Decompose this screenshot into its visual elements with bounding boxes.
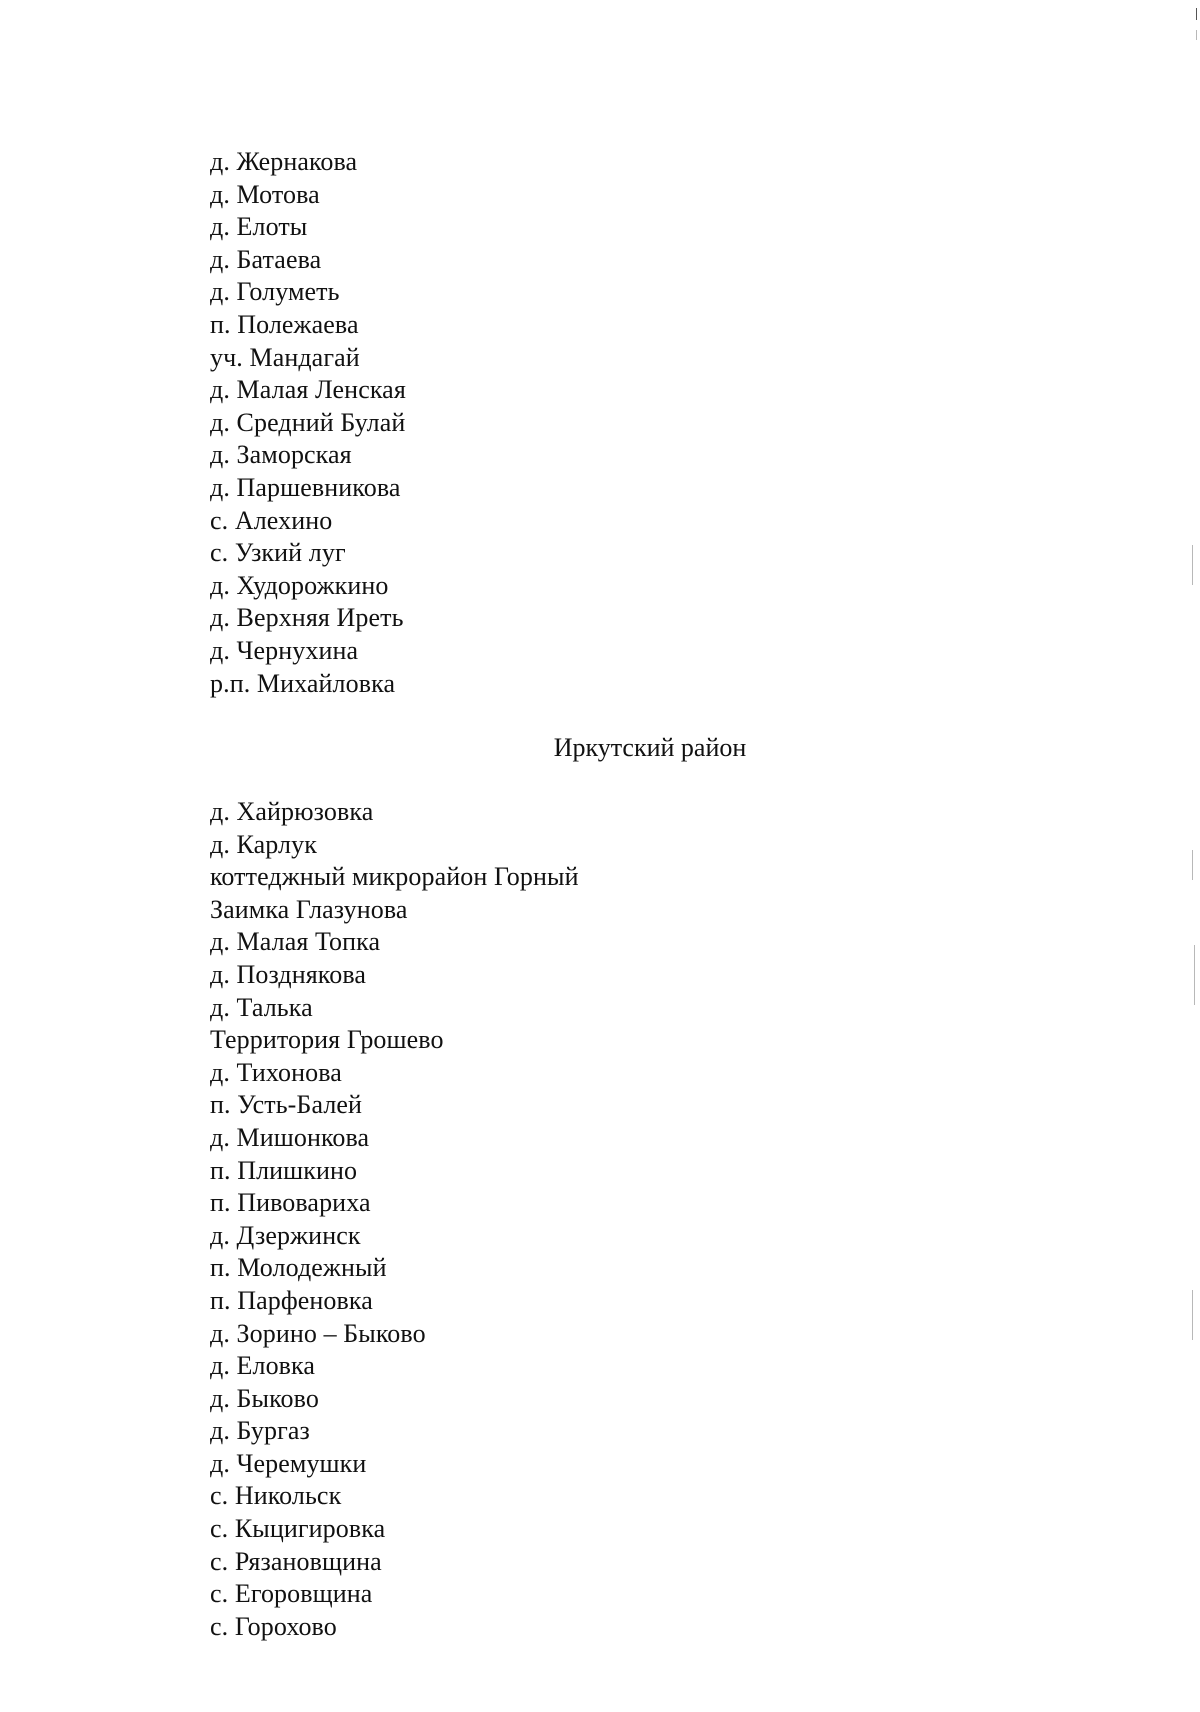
settlement-list-irkutsk [210,796,579,1643]
list-item: Заимка Глазунова [210,894,408,924]
list-item: д. Чернухина [210,635,359,665]
list-item: д. Позднякова [210,959,366,989]
list-item: д. Малая Топка [210,927,381,957]
list-item: д. Дзержинск [210,1220,361,1250]
scan-artifact [1194,945,1195,1005]
list-item: д. Зорино – Быково [210,1318,426,1348]
list-item: д. Заморская [210,440,352,470]
list-item: д. Жернакова [210,147,358,176]
settlement-list-top [210,146,406,700]
list-item: д. Талька [210,992,313,1022]
list-item: коттеджный микрорайон Горный [210,862,579,892]
list-item: Территория Грошево [210,1025,444,1055]
list-item: д. Верхняя Иреть [210,603,404,633]
list-item: с. Никольск [210,1481,342,1511]
list-item: д. Батаева [210,244,322,274]
list-item: п. Полежаева [210,309,359,339]
list-item: п. Плишкино [210,1155,358,1185]
scan-artifact [1196,8,1197,20]
list-item: с. Егоровщина [210,1579,373,1609]
list-item: д. Малая Ленская [210,375,406,405]
scan-artifact [1192,545,1193,585]
scan-artifact [1192,1290,1193,1340]
list-item: д. Тихонова [210,1057,342,1087]
list-item: д. Еловка [210,1351,316,1381]
list-item: с. Кыцигировка [210,1514,386,1544]
list-item: п. Молодежный [210,1253,387,1283]
list-item: д. Бургаз [210,1416,310,1446]
list-item: п. Усть-Балей [210,1090,363,1120]
list-item: д. Черемушки [210,1448,367,1478]
list-item: р.п. Михайловка [210,668,396,698]
list-item: д. Паршевникова [210,472,401,502]
list-item: п. Пивовариха [210,1188,371,1218]
section-heading: Иркутский район [553,733,747,762]
list-item: д. Голуметь [210,277,340,307]
list-item: д. Мишонкова [210,1122,370,1152]
list-item: д. Худорожкино [210,570,389,600]
list-item: п. Парфеновка [210,1285,373,1315]
list-item: д. Карлук [210,829,317,859]
list-item: д. Мотова [210,179,320,209]
list-item: с. Горохово [210,1611,337,1641]
list-item: д. Средний Булай [210,407,406,437]
list-item: с. Узкий луг [210,538,346,568]
list-item: уч. Мандагай [210,342,360,372]
list-item: с. Алехино [210,505,333,535]
list-item: д. Елоты [210,212,308,242]
list-item: д. Хайрюзовка [210,797,374,826]
list-item: д. Быково [210,1383,319,1413]
scan-artifact [1196,30,1197,40]
scan-artifact [1192,850,1193,880]
list-item: с. Рязановщина [210,1546,382,1576]
